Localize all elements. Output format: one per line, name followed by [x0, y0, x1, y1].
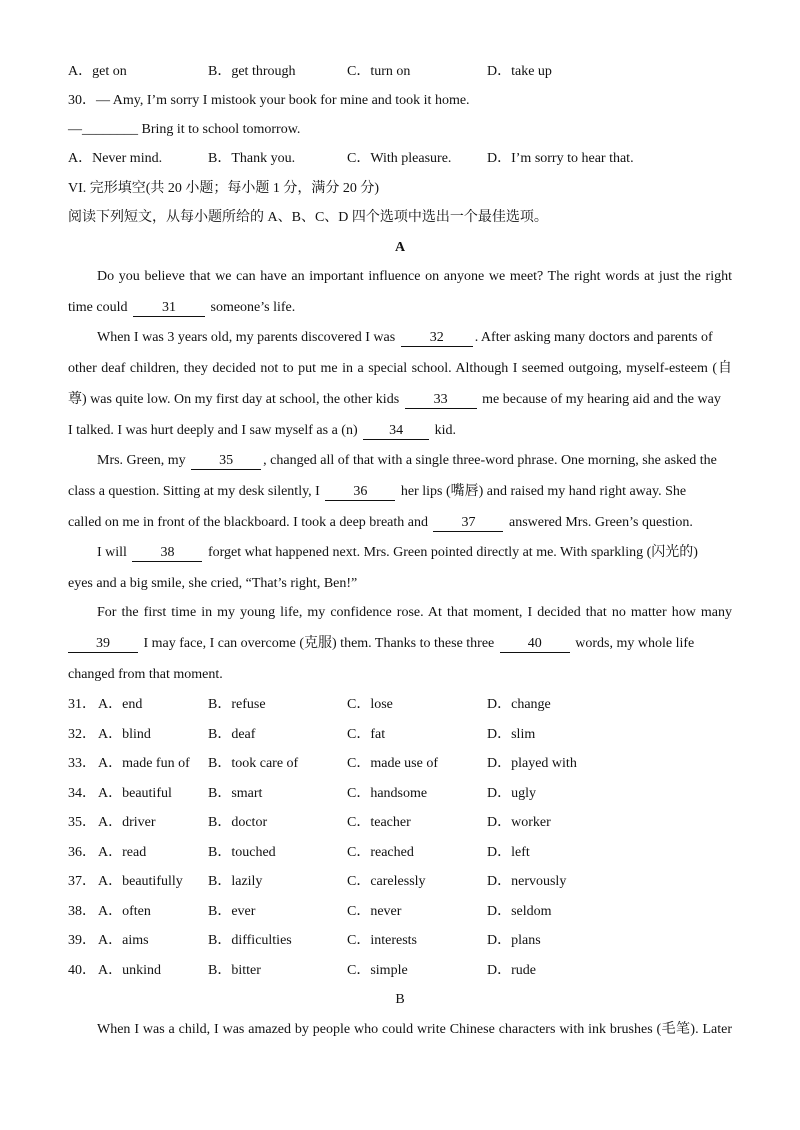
- text-segment: someone’s life.: [210, 300, 296, 315]
- option-a: A．end: [98, 697, 143, 712]
- text-segment: When I was 3 years old, my parents discovered I was: [97, 330, 396, 345]
- passage-a-label: A: [394, 240, 406, 255]
- text-segment: 尊) was quite low. On my first day at school, the other kids: [68, 392, 400, 407]
- option-d: D．left: [487, 845, 530, 860]
- question-number: 32．: [68, 727, 96, 742]
- q30-reply: [68, 120, 732, 140]
- option-d: D．nervously: [487, 874, 567, 889]
- q29-option-c: C．turn on: [347, 64, 411, 79]
- option-d: D．worker: [487, 815, 551, 830]
- option-d: D．rude: [487, 963, 536, 978]
- option-c: C．never: [347, 904, 402, 919]
- text-segment: forget what happened next. Mrs. Green pointed directly at me. With sparkling (闪光的): [207, 545, 698, 560]
- option-b: B．smart: [208, 786, 263, 801]
- option-c: C．carelessly: [347, 874, 426, 889]
- passage-a-line: Do you believe that we can have an important influence on anyone we meet? The right words at just the right: [97, 269, 732, 284]
- option-a: A．driver: [98, 815, 156, 830]
- passage-a-line: [97, 328, 732, 348]
- passage-a-line: [97, 543, 732, 563]
- blank-39: 39: [68, 636, 138, 653]
- passage-b-line: When I was a child, I was amazed by people who could write Chinese characters with ink brushes (毛笔). Later: [97, 1022, 732, 1037]
- text-segment: called on me in front of the blackboard. I took a deep breath and: [68, 515, 428, 530]
- option-c: C．interests: [347, 933, 417, 948]
- text-segment: her lips (嘴唇) and raised my hand right away. She: [400, 484, 687, 499]
- text-segment: class a question. Sitting at my desk silently, I: [68, 484, 320, 499]
- passage-a-line: [68, 513, 732, 533]
- passage-a-line: [68, 482, 732, 502]
- passage-b-label: B: [395, 992, 405, 1007]
- option-b: B．took care of: [208, 756, 299, 771]
- section-title: VI. 完形填空(共 20 小题；每小题 1 分，满分 20 分): [68, 181, 380, 196]
- passage-a-line: other deaf children, they decided not to put me in a special school. Although I seemed outgoing, myself-esteem (自: [68, 361, 732, 376]
- option-a: A．read: [98, 845, 147, 860]
- passage-a-line: eyes and a big smile, she cried, “That’s right, Ben!”: [68, 576, 358, 591]
- option-d: D．change: [487, 697, 551, 712]
- text-segment: , changed all of that with a single three-word phrase. One morning, she asked the: [263, 453, 717, 468]
- q30-option-d: D．I’m sorry to hear that.: [487, 151, 634, 166]
- option-c: C．fat: [347, 727, 386, 742]
- passage-a-line: [68, 298, 732, 318]
- question-number: 33．: [68, 756, 96, 771]
- passage-a-line: [97, 451, 732, 471]
- q29-option-a: A．get on: [68, 64, 127, 79]
- option-a: A．often: [98, 904, 151, 919]
- option-b: B．deaf: [208, 727, 256, 742]
- question-number: 37．: [68, 874, 96, 889]
- passage-a-line: changed from that moment.: [68, 667, 223, 682]
- q30-reply-text: Bring it to school tomorrow.: [141, 122, 301, 137]
- blank-31: 31: [133, 300, 205, 317]
- question-number: 36．: [68, 845, 96, 860]
- q29-option-b: B．get through: [208, 64, 296, 79]
- option-c: C．made use of: [347, 756, 438, 771]
- text-segment: words, my whole life: [575, 636, 695, 651]
- q30-option-c: C．With pleasure.: [347, 151, 452, 166]
- option-b: B．difficulties: [208, 933, 292, 948]
- q30-stem: 30．— Amy, I’m sorry I mistook your book for mine and took it home.: [68, 93, 470, 108]
- option-a: A．unkind: [98, 963, 161, 978]
- text-segment: I talked. I was hurt deeply and I saw myself as a (n): [68, 423, 358, 438]
- blank-34: 34: [363, 423, 429, 440]
- q30-option-b: B．Thank you.: [208, 151, 296, 166]
- option-a: A．aims: [98, 933, 149, 948]
- blank-35: 35: [191, 453, 261, 470]
- option-b: B．ever: [208, 904, 256, 919]
- option-c: C．reached: [347, 845, 414, 860]
- question-number: 34．: [68, 786, 96, 801]
- option-a: A．beautiful: [98, 786, 172, 801]
- question-number: 35．: [68, 815, 96, 830]
- text-segment: time could: [68, 300, 128, 315]
- text-segment: Mrs. Green, my: [97, 453, 186, 468]
- passage-a-line: [68, 634, 732, 654]
- blank-37: 37: [433, 515, 503, 532]
- question-number: 31．: [68, 697, 96, 712]
- text-segment: . After asking many doctors and parents of: [474, 330, 713, 345]
- option-b: B．refuse: [208, 697, 266, 712]
- option-b: B．doctor: [208, 815, 268, 830]
- option-c: C．teacher: [347, 815, 411, 830]
- passage-a-line: For the first time in my young life, my confidence rose. At that moment, I decided that no matter how many: [97, 605, 732, 620]
- question-number: 40．: [68, 963, 96, 978]
- blank-32: 32: [401, 330, 473, 347]
- q30-option-a: A．Never mind.: [68, 151, 163, 166]
- option-c: C．simple: [347, 963, 408, 978]
- option-d: D．seldom: [487, 904, 552, 919]
- option-d: D．plans: [487, 933, 541, 948]
- text-segment: answered Mrs. Green’s question.: [508, 515, 693, 530]
- text-segment: I will: [97, 545, 127, 560]
- option-a: A．beautifully: [98, 874, 183, 889]
- option-b: B．lazily: [208, 874, 263, 889]
- question-number: 38．: [68, 904, 96, 919]
- text-segment: me because of my hearing aid and the way: [482, 392, 721, 407]
- option-d: D．played with: [487, 756, 577, 771]
- q30-reply-blank: —________: [68, 122, 142, 137]
- passage-a-line: [68, 390, 732, 410]
- option-a: A．blind: [98, 727, 151, 742]
- passage-a-line: [68, 421, 732, 441]
- blank-36: 36: [325, 484, 395, 501]
- section-instruction: 阅读下列短文，从每小题所给的 A、B、C、D 四个选项中选出一个最佳选项。: [68, 210, 548, 225]
- option-c: C．lose: [347, 697, 393, 712]
- blank-33: 33: [405, 392, 477, 409]
- text-segment: I may face, I can overcome (克服) them. Thanks to these three: [143, 636, 495, 651]
- option-a: A．made fun of: [98, 756, 190, 771]
- option-b: B．bitter: [208, 963, 261, 978]
- option-d: D．slim: [487, 727, 536, 742]
- option-b: B．touched: [208, 845, 276, 860]
- blank-38: 38: [132, 545, 202, 562]
- q29-option-d: D．take up: [487, 64, 552, 79]
- blank-40: 40: [500, 636, 570, 653]
- option-c: C．handsome: [347, 786, 428, 801]
- question-number: 39．: [68, 933, 96, 948]
- text-segment: kid.: [434, 423, 457, 438]
- option-d: D．ugly: [487, 786, 536, 801]
